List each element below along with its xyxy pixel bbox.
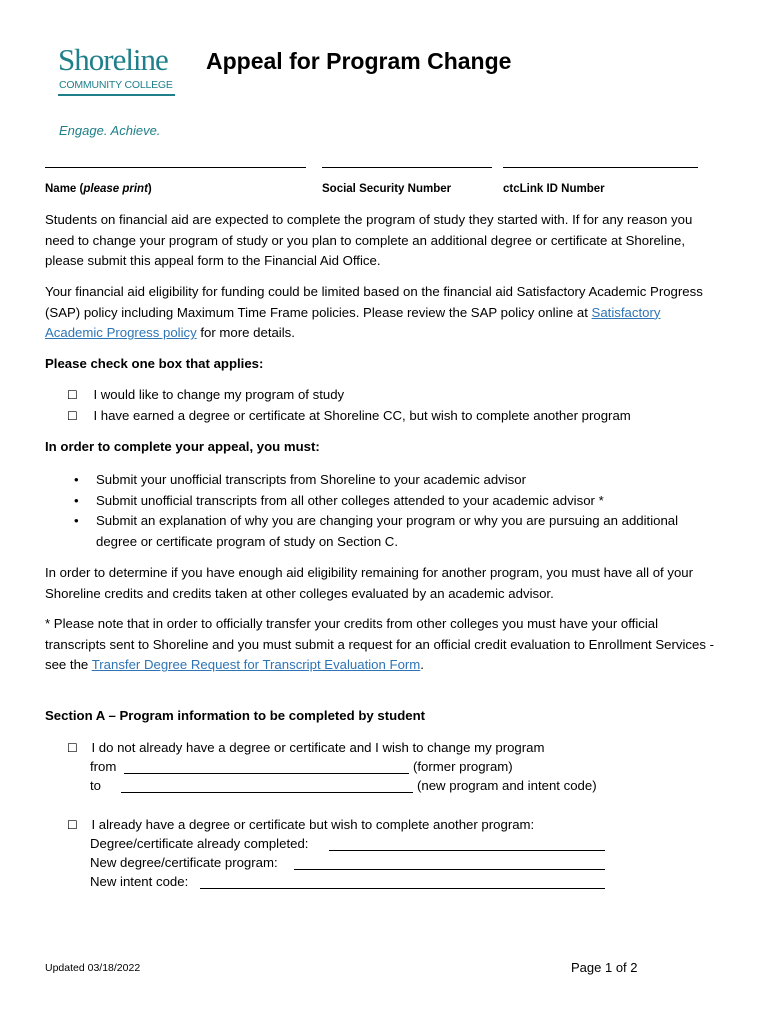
sap-policy-link[interactable]: Satisfactory Academic Progress policy: [45, 304, 661, 341]
bullet-icon: •: [74, 472, 79, 487]
former-program-field[interactable]: [124, 773, 409, 774]
list-item: [74, 470, 79, 491]
new-program-label: (new program and intent code): [417, 778, 597, 793]
ctclink-label: ctcLink ID Number: [503, 183, 605, 195]
intro-paragraph: Students on financial aid are expected to complete the program of study they started with. If for any reason you need to change your program of study or you plan to complete an additional degree or certificate at Shoreline, please submit this appeal form to the Financial Aid Office.: [45, 212, 693, 269]
intent-code-field[interactable]: [200, 888, 605, 889]
checkbox-change-program[interactable]: ☐: [67, 388, 78, 402]
bullet-icon: •: [74, 513, 79, 528]
checkbox-another-program[interactable]: ☐: [67, 409, 78, 423]
transfer-form-link[interactable]: Transfer Degree Request for Transcript Evaluation Form: [91, 657, 421, 673]
to-label: to: [90, 778, 101, 793]
name-field[interactable]: [45, 167, 306, 168]
check-option-2: ☐ I have earned a degree or certificate at Shoreline CC, but wish to complete another program: [67, 408, 631, 423]
section-a-heading: Section A – Program information to be completed by student: [45, 708, 426, 723]
check-option-1: ☐ I would like to change my program of study: [67, 387, 345, 402]
new-program-field[interactable]: [121, 792, 413, 793]
section-a-option-1: ☐ I do not already have a degree or certificate and I wish to change my program: [67, 740, 545, 755]
ssn-field[interactable]: [322, 167, 492, 168]
checkbox-has-degree[interactable]: ☐: [67, 818, 78, 832]
note-paragraph: * Please note that in order to officially transfer your credits from other colleges you must have your official transcripts sent to Shoreline and you must submit a request for an official credit evaluation to Enrollment Services - see the Transfer Degree Request for Transcript Evaluation Form.: [45, 616, 714, 673]
list-item-text: Submit your unofficial transcripts from Shoreline to your academic advisor: [96, 472, 527, 487]
determine-paragraph: In order to determine if you have enough aid eligibility remaining for another program, you must have all of your Shoreline credits and credits taken at other colleges evaluated by an academic advisor.: [45, 565, 694, 601]
list-item-text: Submit an explanation of why you are changing your program or why you are pursuing an additional degree or certificate program of study on Section C.: [96, 513, 679, 549]
logo-divider: [58, 94, 175, 96]
logo-tagline: Engage. Achieve.: [59, 123, 161, 138]
section-a-option-2: ☐ I already have a degree or certificate but wish to complete another program:: [67, 817, 535, 832]
page-number: Page 1 of 2: [571, 960, 638, 975]
checkbox-no-degree[interactable]: ☐: [67, 741, 78, 755]
new-degree-field[interactable]: [294, 869, 605, 870]
name-label: Name (please print): [45, 183, 152, 195]
list-item-text: Submit unofficial transcripts from all other colleges attended to your academic advisor *: [96, 493, 604, 508]
ctclink-field[interactable]: [503, 167, 698, 168]
updated-date: Updated 03/18/2022: [45, 962, 141, 974]
completed-degree-field[interactable]: [329, 850, 605, 851]
logo-college: COMMUNITY COLLEGE: [59, 79, 173, 91]
new-degree-label: New degree/certificate program:: [90, 855, 278, 870]
list-item: [74, 511, 79, 532]
ssn-label: Social Security Number: [322, 183, 452, 195]
former-program-label: (former program): [413, 759, 513, 774]
must-heading: In order to complete your appeal, you must:: [45, 439, 320, 454]
check-heading: Please check one box that applies:: [45, 356, 264, 371]
eligibility-paragraph: Your financial aid eligibility for funding could be limited based on the financial aid Satisfactory Academic Progress (SAP) policy including Maximum Time Frame policies. Please review the SAP policy online at Satisfactory Academic Progress policy for more details.: [45, 284, 703, 341]
completed-label: Degree/certificate already completed:: [90, 836, 309, 851]
logo-name: Shoreline: [58, 42, 168, 77]
intent-label: New intent code:: [90, 874, 189, 889]
bullet-icon: •: [74, 493, 79, 508]
from-label: from: [90, 759, 117, 774]
list-item: [74, 491, 79, 512]
page-title: Appeal for Program Change: [206, 48, 512, 74]
